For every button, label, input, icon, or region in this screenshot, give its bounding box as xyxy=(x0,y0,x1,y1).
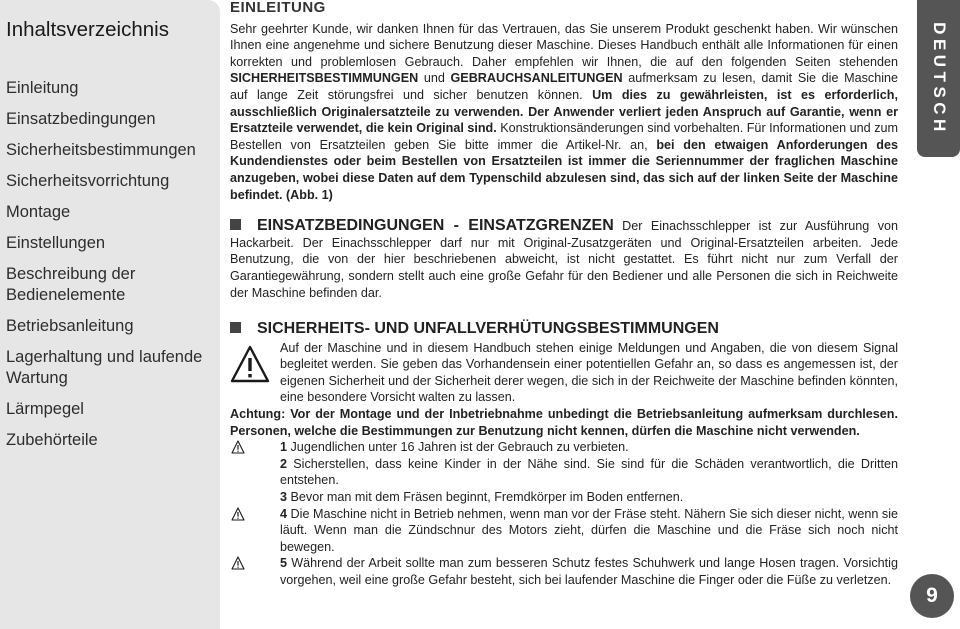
intro-heading: EINLEITUNG xyxy=(230,0,326,16)
item-number: 5 xyxy=(280,556,288,571)
einsatz-paragraph xyxy=(230,218,898,301)
section-bullet-icon xyxy=(230,322,241,333)
toc-item-einleitung[interactable]: Einleitung xyxy=(6,79,79,97)
item-text: Die Maschine nicht in Betrieb nehmen, wenn man vor der Fräse steht. Nähern Sie sich dieser nicht, wenn sie läuft. Wenn man die Zündschnur des Motors zieht, dürfen die Maschine und die Fräse sich noch nicht bewegen. xyxy=(280,506,898,554)
intro-paragraph xyxy=(230,21,898,204)
table-of-contents xyxy=(0,0,220,629)
list-item xyxy=(230,456,898,489)
einsatz-text: Der Einachsschlepper ist zur Ausführung von Hackarbeit. Der Einachsschlepper darf nur mit Original-Zusatzgeräten und Original-Ersatzteilen arbeiten. Jede Benutzung, die von der hier beschriebenen abweicht, ist nicht gestattet. Es führt nicht nur zum Verfall der Garantiegewährung, sondern stellt auch eine große Gefahr für den Bediener und alle Personen die sich in Reichweite der Maschine befinden dar. xyxy=(230,219,899,300)
item-number: 2 xyxy=(280,456,288,471)
list-item xyxy=(230,489,898,506)
toc-item-betriebsanleitung[interactable]: Betriebsanleitung xyxy=(6,317,134,335)
intro-text-h: bei den etwaigen Anforderungen des Kundendienstes oder beim Bestellen von Ersatzteilen ist immer die Seriennummer der fraglichen Maschine anzugeben, wobei diese Daten auf dem Typenschild abzulesen sind, das sich auf der linken Seite der Maschine befindet. (Abb. 1) xyxy=(230,137,899,202)
warning-triangle-icon xyxy=(230,344,270,384)
intro-text-f: Um dies zu gewährleisten, ist es erforderlich, ausschließlich Originalersatzteile zu verwenden. Der Anwender verliert jeden Anspruch auf Garantie, wenn er Ersatzteile verwendet, die kein Original sind. xyxy=(230,87,898,136)
item-number: 4 xyxy=(280,506,288,521)
intro-text-a: Sehr geehrter Kunde, wir danken Ihnen für das Vertrauen, das Sie unserem Produkt geschenkt haben. Wir wünschen Ihnen eine angenehme und sichere Benutzung dieser Maschine. Dieses Handbuch enthält alle Informationen für einen korrekten und problemlosen Gebrauch. Daher empfehlen wir Ihnen, die auf den folgenden Seiten stehenden xyxy=(230,21,898,69)
toc-item-zubehoerteile[interactable]: Zubehörteile xyxy=(6,431,98,449)
einsatz-heading: EINSATZBEDINGUNGEN - EINSATZGRENZEN xyxy=(257,217,614,235)
toc-item-lagerhaltung[interactable]: Lagerhaltung und laufende Wartung xyxy=(6,348,203,387)
item-number: 1 xyxy=(280,440,288,455)
item-text: Sicherstellen, dass keine Kinder in der Nähe sind. Sie sind für die Schäden verantwortlich, die Dritten entstehen. xyxy=(280,456,898,488)
intro-text-d: GEBRAUCHSANLEITUNGEN xyxy=(450,71,623,86)
warning-small-icon xyxy=(231,507,245,521)
language-tab xyxy=(917,0,960,157)
toc-item-einsatzbedingungen[interactable]: Einsatzbedingungen xyxy=(6,110,156,128)
item-text: Jugendlichen unter 16 Jahren ist der Gebrauch zu verbieten. xyxy=(287,440,629,455)
toc-item-beschreibung[interactable]: Beschreibung der Bedienelemente xyxy=(6,265,136,304)
intro-text-e: aufmerksam zu lesen, damit Sie die Maschine auf lange Zeit störungsfrei und sicher benutzen können. xyxy=(230,71,898,102)
toc-item-montage[interactable]: Montage xyxy=(6,203,71,221)
list-item xyxy=(230,555,898,588)
sicherheit-heading: SICHERHEITS- UND UNFALLVERHÜTUNGSBESTIMMUNGEN xyxy=(257,320,719,338)
warning-text: Auf der Maschine und in diesem Handbuch stehen einige Meldungen und Angaben, die von diesem Signal begleitet werden. Sie geben das Vorhandensein einer potentiellen Gefahr an, so dass es angemessen ist, der eigenen Sicherheit und der Sicherheit derer wegen, die sich in der Reichweite der Maschine befinden könnten, eine besondere Vorsicht walten zu lassen. xyxy=(280,340,898,405)
toc-item-sicherheitsbestimmungen[interactable]: Sicherheitsbestimmungen xyxy=(6,141,196,159)
section-bullet-icon xyxy=(230,219,241,230)
page-number: 9 xyxy=(910,574,954,618)
warning-small-icon xyxy=(231,556,245,570)
toc-item-laermpegel[interactable]: Lärmpegel xyxy=(6,400,84,418)
language-label: DEUTSCH xyxy=(929,21,949,136)
sicherheit-heading-row xyxy=(230,321,898,338)
list-item xyxy=(230,506,898,556)
intro-text-c: und xyxy=(418,71,451,86)
warning-small-icon xyxy=(231,440,245,454)
toc-item-sicherheitsvorrichtung[interactable]: Sicherheitsvorrichtung xyxy=(6,172,170,190)
list-item xyxy=(230,439,898,456)
item-number: 3 xyxy=(280,490,288,505)
attention-text: Achtung: Vor der Montage und der Inbetriebnahme unbedingt die Betriebsanleitung aufmerksam durchlesen. Personen, welche die Bestimmungen zur Benutzung nicht kennen, dürfen die Maschine nicht verwenden. xyxy=(230,407,898,438)
warning-block xyxy=(230,340,898,406)
intro-text-g: Konstruktionsänderungen sind vorbehalten. Für Informationen und zum Bestellen von Ersatzteilen geben Sie bitte immer die Artikel-Nr. an, xyxy=(230,121,898,152)
toc-title: Inhaltsverzeichnis xyxy=(6,18,169,41)
item-text: Während der Arbeit sollte man zum besseren Schutz festes Schuhwerk und lange Hosen tragen. Vorsichtig vorgehen, weil eine große Gefahr besteht, sich bei laufender Maschine die Finger oder die Füße zu verletzen. xyxy=(280,556,898,587)
main-content xyxy=(230,0,898,589)
intro-text-b: SICHERHEITSBESTIMMUNGEN xyxy=(230,71,419,86)
toc-item-einstellungen[interactable]: Einstellungen xyxy=(6,234,106,252)
item-text: Bevor man mit dem Fräsen beginnt, Fremdkörper im Boden entfernen. xyxy=(287,490,684,505)
